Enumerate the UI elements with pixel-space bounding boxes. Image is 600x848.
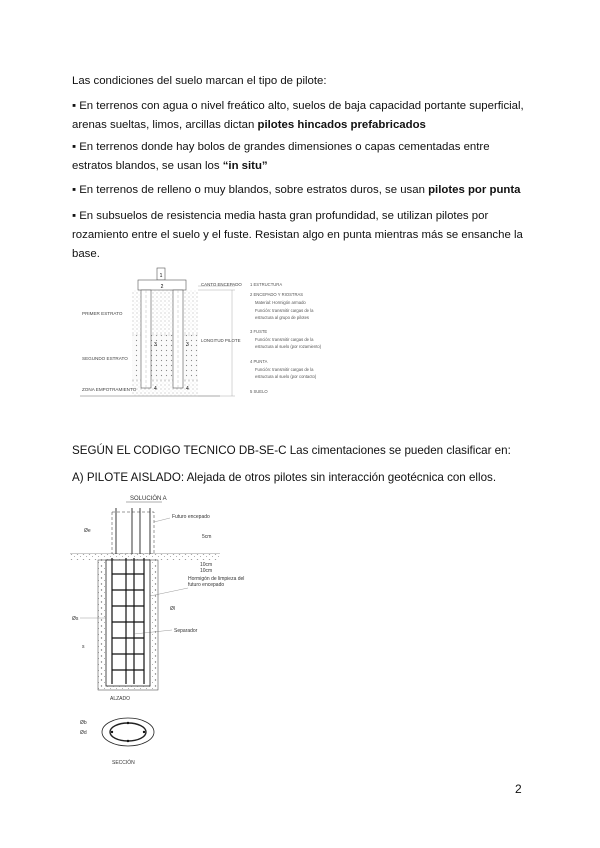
label-longitud-pilote: LONGITUD PILOTE [201, 338, 241, 343]
caption-alzado: ALZADO [110, 696, 131, 702]
label-num-3b: 3 [186, 342, 189, 348]
svg-text:estructura al grupo de pilotes: estructura al grupo de pilotes [255, 315, 310, 320]
label-canto-encepado: CANTO ENCEPADO [201, 282, 242, 287]
bullet-punta: ▪ En terrenos de relleno o muy blandos, sobre estratos duros, se usan pilotes por punta [72, 184, 521, 196]
bullet-hincados: ▪ En terrenos con agua o nivel freático alto, suelos de baja capacidad portante superficial, arenas sueltas, limos, arcillas dictan pilotes hincados prefabricados [72, 100, 524, 131]
svg-text:estructura al suelo (por rozam: estructura al suelo (por rozamiento) [255, 344, 322, 349]
pile-right [173, 290, 183, 388]
pile-diagram-svg [80, 264, 370, 414]
svg-text:Función: transmitir cargas de: Función: transmitir cargas de la [255, 337, 314, 342]
svg-text:Función: transmitir cargas de: Función: transmitir cargas de la [255, 308, 314, 313]
svg-text:Función: transmitir cargas de: Función: transmitir cargas de la [255, 367, 314, 372]
label-segundo-estrato: SEGUNDO ESTRATO [82, 356, 128, 361]
label-primer-estrato: PRIMER ESTRATO [82, 311, 123, 316]
svg-text:4 PUNTA: 4 PUNTA [250, 359, 268, 364]
intro-paragraph: Las condiciones del suelo marcan el tipo de pilote: [72, 75, 327, 87]
label-hormigon: Hormigón de limpieza del futuro encepado [188, 576, 245, 588]
symbol-oe: Øe [84, 528, 91, 534]
label-10cm-a: 10cm [200, 562, 213, 568]
label-num-4b: 4 [186, 386, 189, 392]
svg-text:5 SUELO: 5 SUELO [250, 389, 268, 394]
svg-text:3 FUSTE: 3 FUSTE [250, 329, 268, 334]
symbol-od: Ød [80, 730, 87, 736]
svg-text:estructura al suelo (por conta: estructura al suelo (por contacto) [255, 374, 317, 379]
caption-seccion: SECCIÓN [112, 760, 135, 766]
isolated-pile-drawing [70, 492, 250, 772]
bullet-in-situ: ▪ En terrenos donde hay bolos de grandes dimensiones o capas cementadas entre estratos blandos, se usan los “in situ” [72, 141, 490, 172]
symbol-ol: Øl [170, 606, 175, 612]
symbol-os: Øs [72, 616, 79, 622]
codigo-tecnico-paragraph: SEGÚN EL CODIGO TECNICO DB-SE-C Las cimentaciones se pueden clasificar en: [72, 444, 511, 457]
isolated-pile-svg [70, 492, 250, 772]
svg-text:1 ESTRUCTURA: 1 ESTRUCTURA [250, 282, 283, 287]
label-num-2: 2 [160, 284, 164, 290]
label-10cm-b: 10cm [200, 568, 213, 574]
page-number: 2 [515, 782, 522, 796]
label-num-4a: 4 [154, 386, 157, 392]
pile-diagram [80, 264, 370, 414]
pile-left [141, 290, 151, 388]
label-separador: Separador [174, 628, 198, 634]
label-zona-empotramiento: ZONA EMPOTRAMIENTO [82, 387, 137, 392]
svg-text:2 ENCEPADO Y RIOSTRAS: 2 ENCEPADO Y RIOSTRAS [250, 292, 304, 297]
title-solucion: SOLUCIÓN A [130, 496, 167, 502]
label-num-3a: 3 [154, 342, 157, 348]
legend [250, 282, 322, 394]
label-num-1: 1 [159, 273, 163, 279]
label-5cm: 5cm [202, 534, 212, 540]
symbol-ob: Øb [80, 720, 87, 726]
svg-text:Material: Hormigón armado: Material: Hormigón armado [255, 300, 306, 305]
pilote-aislado-paragraph: A) PILOTE AISLADO: Alejada de otros pilotes sin interacción geotécnica con ellos. [72, 471, 497, 484]
bullet-rozamiento: ▪ En subsuelos de resistencia media hasta gran profundidad, se utilizan pilotes por rozamiento entre el suelo y el fuste. Resistan algo en punta mientras más se ensanche la base. [72, 210, 523, 260]
symbol-s: s [82, 644, 85, 650]
label-futuro: Futuro encepado [172, 514, 210, 520]
